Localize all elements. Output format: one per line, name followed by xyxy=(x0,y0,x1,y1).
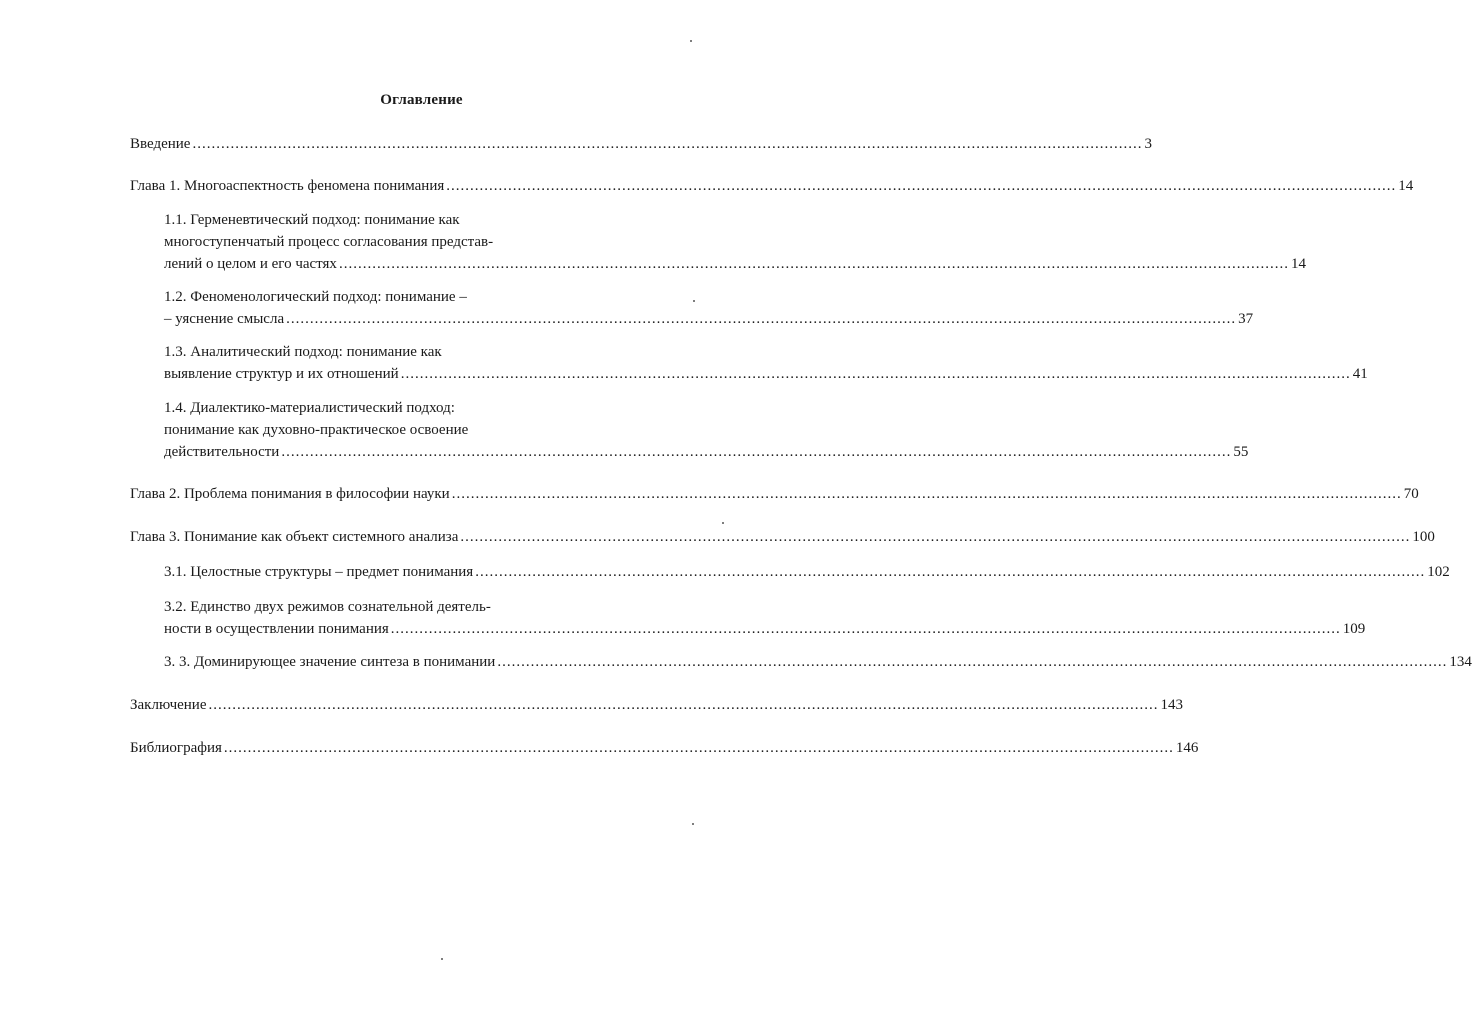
toc-entry-line xyxy=(164,441,1249,463)
toc-entry-section-3-2 xyxy=(164,596,1366,640)
toc-entry-text-line: понимание как духовно-практическое освоение xyxy=(164,422,469,438)
toc-page-number: 14 xyxy=(1290,256,1306,272)
toc-entry-text-line: 3.2. Единство двух режимов сознательной деятель- xyxy=(164,599,491,615)
toc-entry-text: 3. 3. Доминирующее значение синтеза в понимании xyxy=(164,654,496,670)
toc-entry-line xyxy=(130,175,1414,197)
toc-entry-line xyxy=(164,253,1306,275)
scan-speck xyxy=(692,823,694,825)
toc-leader-dots: ........................................................................................................................................................................................................ xyxy=(286,311,1237,327)
toc-entry-text: ности в осуществлении понимания xyxy=(164,621,389,637)
toc-entry-chapter-1 xyxy=(130,175,1414,197)
toc-page-number: 70 xyxy=(1403,486,1419,502)
toc-title: Оглавление xyxy=(380,92,463,108)
toc-page-number: 134 xyxy=(1449,654,1472,670)
toc-page-number: 109 xyxy=(1342,621,1366,637)
toc-entry-conclusion xyxy=(130,694,1183,716)
toc-entry-line xyxy=(130,694,1183,716)
toc-entry-text-line: многоступенчатый процесс согласования представ- xyxy=(164,234,494,250)
toc-leader-dots: ........................................................................................................................................................................................................ xyxy=(281,444,1232,460)
toc-leader-dots: ........................................................................................................................................................................................................ xyxy=(497,654,1448,670)
toc-entry-text: действительности xyxy=(164,444,280,460)
toc-entry-text: Введение xyxy=(130,136,191,152)
toc-entry-text: Глава 2. Проблема понимания в философии науки xyxy=(130,486,450,502)
toc-leader-dots: ........................................................................................................................................................................................................ xyxy=(338,256,1289,272)
toc-entry-text: Библиография xyxy=(130,740,222,756)
toc-page-number: 55 xyxy=(1233,444,1249,460)
scan-speck xyxy=(690,40,692,42)
toc-entry-text: Заключение xyxy=(130,697,207,713)
toc-entry-line xyxy=(164,363,1368,385)
toc-page-number: 102 xyxy=(1427,564,1450,580)
toc-page-number: 14 xyxy=(1398,178,1414,194)
toc-entry-text: выявление структур и их отношений xyxy=(164,366,399,382)
toc-leader-dots: ........................................................................................................................................................................................................ xyxy=(390,621,1341,637)
toc-entry-bibliography xyxy=(130,737,1199,759)
toc-entry-text-line: 1.1. Герменевтический подход: понимание как xyxy=(164,212,460,228)
toc-entry-text: лений о целом и его частях xyxy=(164,256,337,272)
toc-entry-section-1-1 xyxy=(164,209,1306,275)
toc-leader-dots: ........................................................................................................................................................................................................ xyxy=(446,178,1397,194)
toc-entry-section-1-4 xyxy=(164,397,1249,463)
toc-leader-dots: ........................................................................................................................................................................................................ xyxy=(451,486,1402,502)
toc-entry-line xyxy=(164,308,1254,330)
toc-page-number: 143 xyxy=(1160,697,1183,713)
toc-entry-line xyxy=(130,483,1419,505)
toc-leader-dots: ........................................................................................................................................................................................................ xyxy=(208,697,1159,713)
toc-leader-dots: ........................................................................................................................................................................................................ xyxy=(192,136,1143,152)
toc-entry-introduction xyxy=(130,133,1152,155)
toc-leader-dots: ........................................................................................................................................................................................................ xyxy=(475,564,1426,580)
toc-entry-section-3-1 xyxy=(164,561,1450,583)
toc-entry-chapter-3 xyxy=(130,526,1435,548)
toc-entry-section-1-3 xyxy=(164,341,1368,385)
toc-entry-text: – уяснение смысла xyxy=(164,311,285,327)
toc-page-number: 3 xyxy=(1144,136,1152,152)
toc-entry-text: Глава 3. Понимание как объект системного анализа xyxy=(130,529,459,545)
toc-entry-line xyxy=(164,561,1450,583)
toc-leader-dots: ........................................................................................................................................................................................................ xyxy=(400,366,1351,382)
toc-entry-text: Глава 1. Многоаспектность феномена понимания xyxy=(130,178,445,194)
toc-entry-text-line: 1.4. Диалектико-материалистический подход: xyxy=(164,400,455,416)
toc-entry-section-3-3 xyxy=(164,651,1472,673)
toc-entry-text-line: 1.3. Аналитический подход: понимание как xyxy=(164,344,442,360)
toc-entry-line xyxy=(130,133,1152,155)
toc-page-number: 41 xyxy=(1352,366,1368,382)
toc-entry-line xyxy=(164,618,1366,640)
scan-speck xyxy=(693,300,695,302)
toc-leader-dots: ........................................................................................................................................................................................................ xyxy=(223,740,1174,756)
scan-speck xyxy=(441,958,443,960)
toc-leader-dots: ........................................................................................................................................................................................................ xyxy=(460,529,1411,545)
toc-entry-line xyxy=(130,737,1199,759)
toc-entry-section-1-2 xyxy=(164,286,1254,330)
toc-entry-text: 3.1. Целостные структуры – предмет понимания xyxy=(164,564,474,580)
toc-page-number: 146 xyxy=(1175,740,1199,756)
toc-page-number: 37 xyxy=(1238,311,1254,327)
toc-page-number: 100 xyxy=(1412,529,1435,545)
toc-entry-chapter-2 xyxy=(130,483,1419,505)
toc-entry-line xyxy=(164,651,1472,673)
toc-entry-text-line: 1.2. Феноменологический подход: понимание – xyxy=(164,289,467,305)
scan-speck xyxy=(722,522,724,524)
toc-entry-line xyxy=(130,526,1435,548)
